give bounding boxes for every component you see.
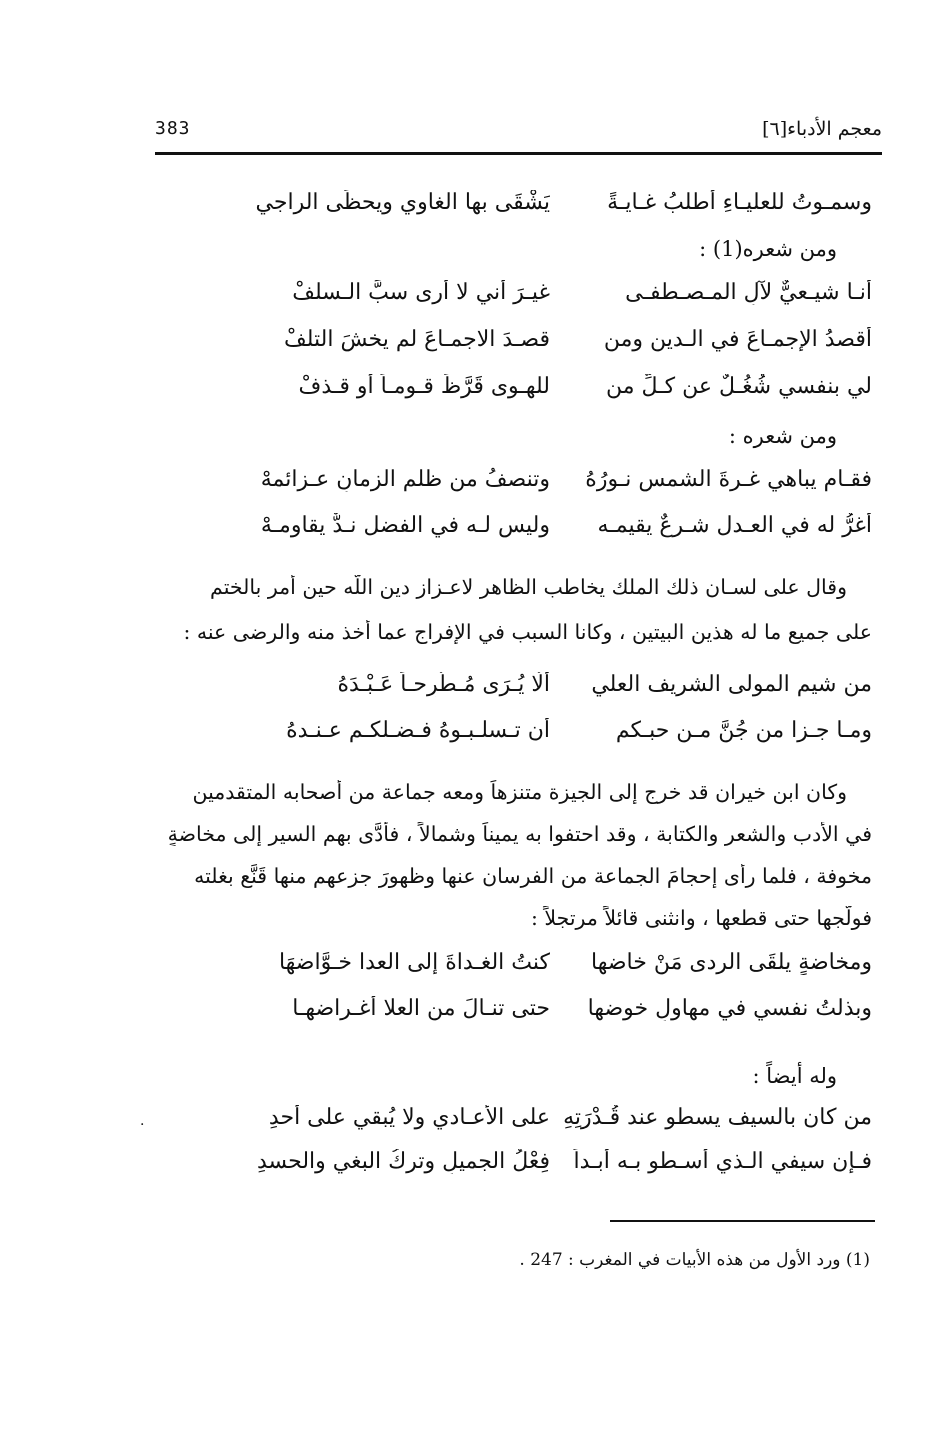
- verse-line: [130, 467, 872, 507]
- verse-first-hemistich: ومـا جـزا من جُنَّ مـن حبـكم: [615, 718, 872, 743]
- paragraph-line: على جميع ما له هذين البيتين ، وكانا السبب في الإفراج عما أخذ منه والرضى عنه :: [183, 620, 872, 644]
- verse-first-hemistich: وسمـوتُ للعليـاءِ أطلبُ غـايـةً: [607, 190, 872, 215]
- verse-line: [130, 513, 872, 553]
- page-header: [155, 112, 882, 155]
- verse-first-hemistich: ومخاضةٍ يلقَى الردى مَنْ خاضها: [591, 950, 872, 975]
- verse-line: [130, 1149, 872, 1189]
- verse-first-hemistich: أقصدُ الإجمـاعَ في الـدين ومن: [603, 327, 872, 352]
- verse-first-hemistich: أنـا شيـعيٌّ لآلِ المـصـطفـى: [625, 280, 872, 305]
- footnote: (1) ورد الأول من هذه الأبيات في المغرب : 247 .: [519, 1250, 870, 1270]
- verse-intro: ومن شعره(1) :: [699, 237, 837, 261]
- verse-line: [130, 950, 872, 990]
- running-title: معجم الأدباء[٦]: [762, 118, 882, 140]
- paragraph-line: في الأدب والشعر والكتابة ، وقد احتفوا به يميناً وشمالاً ، فأدَّى بهم السير إلى مخاضةٍ: [167, 822, 872, 846]
- verse-second-hemistich: حتى تنـالَ من العلا أغـراضهـا: [292, 996, 550, 1021]
- verse-first-hemistich: أغرُّ له في العـدل شـرعٌ يقيمـه: [597, 513, 872, 538]
- verse-second-hemistich: ألّا يُـرَى مُـطَّرِحـاً عَـبْـدَهُ: [337, 672, 550, 697]
- verse-second-hemistich: وليس لـه في الفضل نـدٌّ يقاومـهْ: [260, 513, 550, 538]
- verse-second-hemistich: وتنصفُ من ظلم الزمانِ عـزائمهْ: [260, 467, 550, 492]
- verse-second-hemistich: فِعْلُ الجميلِ وتركُ البغي والحسدِ: [256, 1149, 550, 1174]
- verse-first-hemistich: وبذلتُ نفسي في مهاولِ خوضها: [587, 996, 872, 1021]
- verse-second-hemistich: كنتُ الغـداةَ إلى العدا خـوَّاضهَا: [278, 950, 550, 975]
- verse-intro: وله أيضاً :: [752, 1064, 837, 1088]
- paragraph-line: فولَّجها حتى قطعها ، وانثنى قائلاً مرتجلاً :: [530, 906, 872, 930]
- verse-first-hemistich: من شيم المولى الشريف العلي: [591, 672, 872, 697]
- stray-mark: ·: [140, 1117, 145, 1133]
- verse-line: [130, 718, 872, 758]
- paragraph-line: مخوفة ، فلما رأى إحجامَ الجماعة من الفرسان عنها وظهورَ جزعهم منها قَنَّع بغلته: [194, 864, 872, 888]
- verse-second-hemistich: غيـرَ أني لا أرى سبَّ الـسلفْ: [292, 280, 550, 305]
- footnote-divider: [610, 1220, 875, 1222]
- verse-second-hemistich: على الأعـادي ولا يُبقي على أحدِ: [268, 1105, 550, 1130]
- page-number: 383: [155, 118, 191, 139]
- verse-intro: ومن شعره :: [728, 424, 837, 448]
- verse-first-hemistich: لي بنفسي شُغُـلٌ عن كـلِّ من: [606, 374, 872, 399]
- verse-first-hemistich: من كان بالسيف يسطو عند قُـدْرَتِهِ: [563, 1105, 872, 1130]
- verse-line: [130, 280, 872, 320]
- verse-first-hemistich: فقـام يباهي غـرةَ الشمسِ نـورُهُ: [585, 467, 872, 492]
- paragraph-line: وكان ابن خيران قد خرج إلى الجيزة متنزهاً ومعه جماعة من أصحابه المتقدمين: [192, 780, 847, 804]
- verse-second-hemistich: أن تـسلـبـوهُ فـضـلكـم عـنـدهُ: [286, 718, 550, 743]
- verse-line: [130, 374, 872, 414]
- verse-second-hemistich: للهـوى قَرَّظَ قـومـاً أو قـذفْ: [298, 374, 550, 399]
- verse-first-hemistich: فـإن سيفي الـذي أسـطو بـه أبـداً: [573, 1149, 872, 1174]
- verse-line: [130, 672, 872, 712]
- verse-line: [130, 1105, 872, 1145]
- verse-second-hemistich: قصـدَ الاجمـاعَ لم يخشَ التلفْ: [283, 327, 550, 352]
- verse-line: [130, 190, 872, 230]
- verse-line: [130, 327, 872, 367]
- verse-second-hemistich: يَشْقَى بها الغاوي ويحظَى الراجي: [255, 190, 550, 215]
- verse-line: [130, 996, 872, 1036]
- paragraph-line: وقال على لسـان ذلك الملك يخاطب الظاهر لاعـزاز دين اللّه حين أمر بالختم: [210, 575, 847, 599]
